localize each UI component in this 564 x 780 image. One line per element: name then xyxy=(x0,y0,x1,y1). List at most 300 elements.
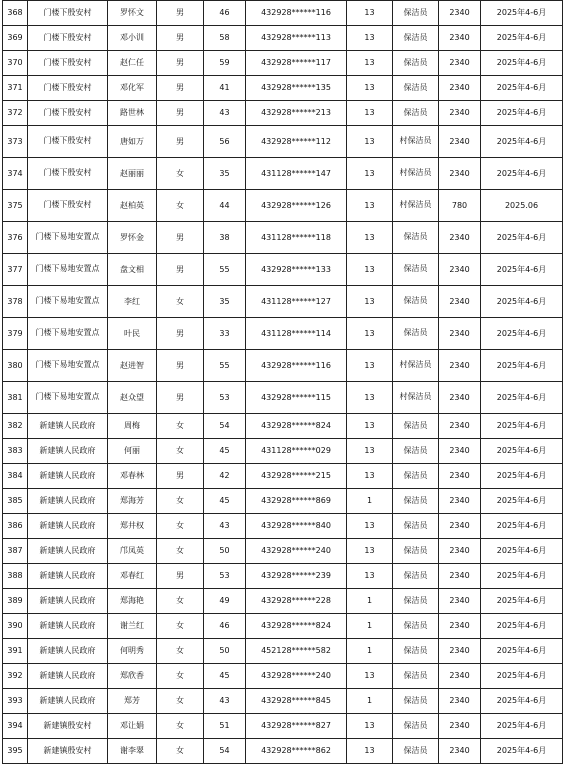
table-row xyxy=(3,350,563,382)
months-cell: 13 xyxy=(347,439,393,464)
table-row xyxy=(3,739,563,764)
unit-cell: 新建镇殷安村 xyxy=(28,739,108,764)
row-number: 384 xyxy=(3,464,28,489)
post-cell: 保洁员 xyxy=(393,739,439,764)
age-cell: 46 xyxy=(204,614,246,639)
table-row xyxy=(3,222,563,254)
post-cell: 保洁员 xyxy=(393,26,439,51)
months-cell: 13 xyxy=(347,464,393,489)
period-cell: 2025年4-6月 xyxy=(481,739,563,764)
age-cell: 54 xyxy=(204,739,246,764)
age-cell: 59 xyxy=(204,51,246,76)
row-number: 372 xyxy=(3,101,28,126)
table-body xyxy=(3,1,563,764)
post-cell: 村保洁员 xyxy=(393,382,439,414)
unit-cell: 门楼下易地安置点 xyxy=(28,318,108,350)
age-cell: 55 xyxy=(204,254,246,286)
period-cell: 2025年4-6月 xyxy=(481,464,563,489)
name-cell: 邓化军 xyxy=(108,76,157,101)
post-cell: 保洁员 xyxy=(393,639,439,664)
id-number-cell: 432928******117 xyxy=(246,51,347,76)
age-cell: 41 xyxy=(204,76,246,101)
age-cell: 45 xyxy=(204,489,246,514)
unit-cell: 门楼下易地安置点 xyxy=(28,254,108,286)
name-cell: 何明秀 xyxy=(108,639,157,664)
age-cell: 56 xyxy=(204,126,246,158)
sex-cell: 女 xyxy=(157,689,204,714)
amount-cell: 2340 xyxy=(439,489,481,514)
months-cell: 13 xyxy=(347,158,393,190)
age-cell: 43 xyxy=(204,101,246,126)
table-row xyxy=(3,318,563,350)
months-cell: 13 xyxy=(347,318,393,350)
name-cell: 周梅 xyxy=(108,414,157,439)
amount-cell: 2340 xyxy=(439,76,481,101)
sex-cell: 女 xyxy=(157,589,204,614)
sex-cell: 男 xyxy=(157,254,204,286)
name-cell: 何丽 xyxy=(108,439,157,464)
amount-cell: 2340 xyxy=(439,26,481,51)
name-cell: 赵众望 xyxy=(108,382,157,414)
id-number-cell: 432928******824 xyxy=(246,614,347,639)
table-row xyxy=(3,158,563,190)
unit-cell: 新建镇人民政府 xyxy=(28,564,108,589)
name-cell: 李红 xyxy=(108,286,157,318)
months-cell: 1 xyxy=(347,689,393,714)
sex-cell: 女 xyxy=(157,514,204,539)
amount-cell: 2340 xyxy=(439,158,481,190)
amount-cell: 2340 xyxy=(439,318,481,350)
row-number: 386 xyxy=(3,514,28,539)
period-cell: 2025年4-6月 xyxy=(481,286,563,318)
id-number-cell: 432928******112 xyxy=(246,126,347,158)
name-cell: 邓小训 xyxy=(108,26,157,51)
name-cell: 谢李翠 xyxy=(108,739,157,764)
table-row xyxy=(3,589,563,614)
id-number-cell: 432928******126 xyxy=(246,190,347,222)
amount-cell: 2340 xyxy=(439,464,481,489)
post-cell: 保洁员 xyxy=(393,318,439,350)
records-table xyxy=(2,0,563,764)
months-cell: 1 xyxy=(347,614,393,639)
id-number-cell: 432928******116 xyxy=(246,1,347,26)
unit-cell: 新建镇人民政府 xyxy=(28,414,108,439)
unit-cell: 门楼下殷安村 xyxy=(28,158,108,190)
unit-cell: 新建镇人民政府 xyxy=(28,489,108,514)
unit-cell: 新建镇人民政府 xyxy=(28,664,108,689)
post-cell: 保洁员 xyxy=(393,286,439,318)
table-row xyxy=(3,1,563,26)
id-number-cell: 432928******213 xyxy=(246,101,347,126)
id-number-cell: 432928******135 xyxy=(246,76,347,101)
name-cell: 谢兰红 xyxy=(108,614,157,639)
unit-cell: 门楼下易地安置点 xyxy=(28,286,108,318)
age-cell: 50 xyxy=(204,539,246,564)
age-cell: 49 xyxy=(204,589,246,614)
sex-cell: 女 xyxy=(157,614,204,639)
row-number: 378 xyxy=(3,286,28,318)
post-cell: 保洁员 xyxy=(393,689,439,714)
period-cell: 2025年4-6月 xyxy=(481,254,563,286)
unit-cell: 门楼下殷安村 xyxy=(28,26,108,51)
id-number-cell: 432928******845 xyxy=(246,689,347,714)
row-number: 376 xyxy=(3,222,28,254)
id-number-cell: 452128******582 xyxy=(246,639,347,664)
post-cell: 保洁员 xyxy=(393,51,439,76)
row-number: 379 xyxy=(3,318,28,350)
id-number-cell: 432928******869 xyxy=(246,489,347,514)
amount-cell: 2340 xyxy=(439,350,481,382)
name-cell: 罗怀文 xyxy=(108,1,157,26)
months-cell: 13 xyxy=(347,564,393,589)
table-row xyxy=(3,664,563,689)
row-number: 375 xyxy=(3,190,28,222)
row-number: 392 xyxy=(3,664,28,689)
age-cell: 55 xyxy=(204,350,246,382)
post-cell: 保洁员 xyxy=(393,414,439,439)
period-cell: 2025年4-6月 xyxy=(481,26,563,51)
name-cell: 郑欣香 xyxy=(108,664,157,689)
months-cell: 1 xyxy=(347,639,393,664)
sex-cell: 女 xyxy=(157,489,204,514)
period-cell: 2025年4-6月 xyxy=(481,414,563,439)
name-cell: 罗怀金 xyxy=(108,222,157,254)
age-cell: 43 xyxy=(204,689,246,714)
table-row xyxy=(3,639,563,664)
months-cell: 13 xyxy=(347,254,393,286)
post-cell: 村保洁员 xyxy=(393,126,439,158)
unit-cell: 门楼下易地安置点 xyxy=(28,222,108,254)
amount-cell: 2340 xyxy=(439,739,481,764)
period-cell: 2025年4-6月 xyxy=(481,126,563,158)
amount-cell: 2340 xyxy=(439,589,481,614)
name-cell: 邓春林 xyxy=(108,464,157,489)
amount-cell: 2340 xyxy=(439,514,481,539)
age-cell: 35 xyxy=(204,158,246,190)
amount-cell: 2340 xyxy=(439,222,481,254)
id-number-cell: 431128******029 xyxy=(246,439,347,464)
name-cell: 赵进智 xyxy=(108,350,157,382)
amount-cell: 2340 xyxy=(439,539,481,564)
post-cell: 保洁员 xyxy=(393,614,439,639)
months-cell: 13 xyxy=(347,514,393,539)
months-cell: 13 xyxy=(347,286,393,318)
amount-cell: 2340 xyxy=(439,614,481,639)
period-cell: 2025年4-6月 xyxy=(481,564,563,589)
id-number-cell: 432928******240 xyxy=(246,664,347,689)
period-cell: 2025年4-6月 xyxy=(481,614,563,639)
id-number-cell: 432928******239 xyxy=(246,564,347,589)
period-cell: 2025年4-6月 xyxy=(481,439,563,464)
sex-cell: 女 xyxy=(157,664,204,689)
name-cell: 邓让娟 xyxy=(108,714,157,739)
months-cell: 13 xyxy=(347,414,393,439)
unit-cell: 新建镇人民政府 xyxy=(28,639,108,664)
post-cell: 保洁员 xyxy=(393,714,439,739)
age-cell: 45 xyxy=(204,664,246,689)
amount-cell: 2340 xyxy=(439,1,481,26)
post-cell: 保洁员 xyxy=(393,539,439,564)
age-cell: 44 xyxy=(204,190,246,222)
post-cell: 保洁员 xyxy=(393,439,439,464)
post-cell: 保洁员 xyxy=(393,589,439,614)
row-number: 391 xyxy=(3,639,28,664)
id-number-cell: 432928******840 xyxy=(246,514,347,539)
amount-cell: 2340 xyxy=(439,664,481,689)
period-cell: 2025年4-6月 xyxy=(481,51,563,76)
name-cell: 叶民 xyxy=(108,318,157,350)
row-number: 388 xyxy=(3,564,28,589)
amount-cell: 2340 xyxy=(439,254,481,286)
age-cell: 51 xyxy=(204,714,246,739)
name-cell: 赵柏英 xyxy=(108,190,157,222)
months-cell: 13 xyxy=(347,1,393,26)
post-cell: 村保洁员 xyxy=(393,350,439,382)
months-cell: 13 xyxy=(347,51,393,76)
age-cell: 33 xyxy=(204,318,246,350)
sex-cell: 男 xyxy=(157,564,204,589)
name-cell: 盘文相 xyxy=(108,254,157,286)
row-number: 368 xyxy=(3,1,28,26)
table-row xyxy=(3,464,563,489)
row-number: 371 xyxy=(3,76,28,101)
name-cell: 赵丽丽 xyxy=(108,158,157,190)
period-cell: 2025年4-6月 xyxy=(481,158,563,190)
post-cell: 保洁员 xyxy=(393,489,439,514)
table-row xyxy=(3,514,563,539)
sex-cell: 女 xyxy=(157,539,204,564)
sex-cell: 男 xyxy=(157,222,204,254)
unit-cell: 门楼下殷安村 xyxy=(28,190,108,222)
unit-cell: 新建镇人民政府 xyxy=(28,589,108,614)
months-cell: 13 xyxy=(347,126,393,158)
table-row xyxy=(3,439,563,464)
id-number-cell: 432928******215 xyxy=(246,464,347,489)
unit-cell: 新建镇殷安村 xyxy=(28,714,108,739)
unit-cell: 新建镇人民政府 xyxy=(28,539,108,564)
sex-cell: 男 xyxy=(157,382,204,414)
name-cell: 唐如万 xyxy=(108,126,157,158)
sex-cell: 男 xyxy=(157,51,204,76)
table-row xyxy=(3,614,563,639)
months-cell: 13 xyxy=(347,539,393,564)
row-number: 370 xyxy=(3,51,28,76)
unit-cell: 新建镇人民政府 xyxy=(28,464,108,489)
period-cell: 2025年4-6月 xyxy=(481,639,563,664)
sex-cell: 女 xyxy=(157,414,204,439)
period-cell: 2025年4-6月 xyxy=(481,514,563,539)
months-cell: 13 xyxy=(347,664,393,689)
post-cell: 保洁员 xyxy=(393,222,439,254)
table-row xyxy=(3,382,563,414)
months-cell: 13 xyxy=(347,739,393,764)
table-row xyxy=(3,190,563,222)
unit-cell: 新建镇人民政府 xyxy=(28,439,108,464)
unit-cell: 门楼下殷安村 xyxy=(28,101,108,126)
age-cell: 43 xyxy=(204,514,246,539)
id-number-cell: 431128******118 xyxy=(246,222,347,254)
name-cell: 郑芳 xyxy=(108,689,157,714)
period-cell: 2025年4-6月 xyxy=(481,539,563,564)
sex-cell: 女 xyxy=(157,190,204,222)
period-cell: 2025年4-6月 xyxy=(481,489,563,514)
row-number: 382 xyxy=(3,414,28,439)
period-cell: 2025.06 xyxy=(481,190,563,222)
period-cell: 2025年4-6月 xyxy=(481,318,563,350)
age-cell: 53 xyxy=(204,564,246,589)
id-number-cell: 431128******114 xyxy=(246,318,347,350)
post-cell: 保洁员 xyxy=(393,76,439,101)
unit-cell: 门楼下殷安村 xyxy=(28,126,108,158)
id-number-cell: 432928******824 xyxy=(246,414,347,439)
months-cell: 13 xyxy=(347,382,393,414)
sex-cell: 男 xyxy=(157,318,204,350)
row-number: 374 xyxy=(3,158,28,190)
sex-cell: 女 xyxy=(157,739,204,764)
period-cell: 2025年4-6月 xyxy=(481,76,563,101)
name-cell: 郑井权 xyxy=(108,514,157,539)
table-row xyxy=(3,414,563,439)
id-number-cell: 432928******116 xyxy=(246,350,347,382)
sex-cell: 女 xyxy=(157,639,204,664)
sex-cell: 男 xyxy=(157,1,204,26)
post-cell: 保洁员 xyxy=(393,464,439,489)
table-row xyxy=(3,489,563,514)
row-number: 395 xyxy=(3,739,28,764)
amount-cell: 2340 xyxy=(439,382,481,414)
row-number: 383 xyxy=(3,439,28,464)
name-cell: 郑海艳 xyxy=(108,589,157,614)
name-cell: 邝凤英 xyxy=(108,539,157,564)
unit-cell: 门楼下殷安村 xyxy=(28,76,108,101)
table-row xyxy=(3,286,563,318)
id-number-cell: 432928******133 xyxy=(246,254,347,286)
sex-cell: 男 xyxy=(157,26,204,51)
amount-cell: 780 xyxy=(439,190,481,222)
row-number: 390 xyxy=(3,614,28,639)
amount-cell: 2340 xyxy=(439,126,481,158)
id-number-cell: 432928******862 xyxy=(246,739,347,764)
row-number: 380 xyxy=(3,350,28,382)
row-number: 393 xyxy=(3,689,28,714)
age-cell: 38 xyxy=(204,222,246,254)
name-cell: 路世林 xyxy=(108,101,157,126)
table-row xyxy=(3,101,563,126)
post-cell: 村保洁员 xyxy=(393,158,439,190)
row-number: 373 xyxy=(3,126,28,158)
amount-cell: 2340 xyxy=(439,51,481,76)
post-cell: 保洁员 xyxy=(393,1,439,26)
sex-cell: 男 xyxy=(157,101,204,126)
period-cell: 2025年4-6月 xyxy=(481,714,563,739)
age-cell: 50 xyxy=(204,639,246,664)
months-cell: 13 xyxy=(347,26,393,51)
months-cell: 13 xyxy=(347,76,393,101)
sex-cell: 男 xyxy=(157,126,204,158)
unit-cell: 门楼下殷安村 xyxy=(28,1,108,26)
row-number: 369 xyxy=(3,26,28,51)
row-number: 387 xyxy=(3,539,28,564)
post-cell: 保洁员 xyxy=(393,254,439,286)
row-number: 394 xyxy=(3,714,28,739)
period-cell: 2025年4-6月 xyxy=(481,222,563,254)
table-row xyxy=(3,714,563,739)
id-number-cell: 432928******228 xyxy=(246,589,347,614)
sex-cell: 男 xyxy=(157,350,204,382)
period-cell: 2025年4-6月 xyxy=(481,689,563,714)
name-cell: 郑海芳 xyxy=(108,489,157,514)
table-row xyxy=(3,26,563,51)
unit-cell: 新建镇人民政府 xyxy=(28,514,108,539)
age-cell: 53 xyxy=(204,382,246,414)
row-number: 377 xyxy=(3,254,28,286)
period-cell: 2025年4-6月 xyxy=(481,1,563,26)
post-cell: 保洁员 xyxy=(393,514,439,539)
table-row xyxy=(3,126,563,158)
amount-cell: 2340 xyxy=(439,439,481,464)
months-cell: 1 xyxy=(347,589,393,614)
period-cell: 2025年4-6月 xyxy=(481,101,563,126)
unit-cell: 门楼下易地安置点 xyxy=(28,350,108,382)
name-cell: 赵仁任 xyxy=(108,51,157,76)
amount-cell: 2340 xyxy=(439,639,481,664)
id-number-cell: 432928******827 xyxy=(246,714,347,739)
age-cell: 54 xyxy=(204,414,246,439)
id-number-cell: 431128******127 xyxy=(246,286,347,318)
unit-cell: 门楼下易地安置点 xyxy=(28,382,108,414)
age-cell: 42 xyxy=(204,464,246,489)
unit-cell: 新建镇人民政府 xyxy=(28,689,108,714)
age-cell: 35 xyxy=(204,286,246,318)
age-cell: 45 xyxy=(204,439,246,464)
period-cell: 2025年4-6月 xyxy=(481,350,563,382)
row-number: 385 xyxy=(3,489,28,514)
period-cell: 2025年4-6月 xyxy=(481,589,563,614)
months-cell: 13 xyxy=(347,714,393,739)
months-cell: 13 xyxy=(347,222,393,254)
sex-cell: 女 xyxy=(157,286,204,318)
id-number-cell: 431128******147 xyxy=(246,158,347,190)
table-row xyxy=(3,689,563,714)
unit-cell: 新建镇人民政府 xyxy=(28,614,108,639)
age-cell: 58 xyxy=(204,26,246,51)
months-cell: 13 xyxy=(347,101,393,126)
post-cell: 保洁员 xyxy=(393,564,439,589)
table-row xyxy=(3,76,563,101)
period-cell: 2025年4-6月 xyxy=(481,382,563,414)
id-number-cell: 432928******240 xyxy=(246,539,347,564)
post-cell: 保洁员 xyxy=(393,101,439,126)
sex-cell: 女 xyxy=(157,714,204,739)
row-number: 389 xyxy=(3,589,28,614)
sex-cell: 男 xyxy=(157,76,204,101)
row-number: 381 xyxy=(3,382,28,414)
name-cell: 邓春红 xyxy=(108,564,157,589)
table-row xyxy=(3,539,563,564)
post-cell: 村保洁员 xyxy=(393,190,439,222)
table-row xyxy=(3,51,563,76)
sex-cell: 女 xyxy=(157,439,204,464)
months-cell: 13 xyxy=(347,190,393,222)
sex-cell: 女 xyxy=(157,158,204,190)
amount-cell: 2340 xyxy=(439,689,481,714)
months-cell: 13 xyxy=(347,350,393,382)
amount-cell: 2340 xyxy=(439,564,481,589)
unit-cell: 门楼下殷安村 xyxy=(28,51,108,76)
id-number-cell: 432928******113 xyxy=(246,26,347,51)
table-row xyxy=(3,254,563,286)
period-cell: 2025年4-6月 xyxy=(481,664,563,689)
